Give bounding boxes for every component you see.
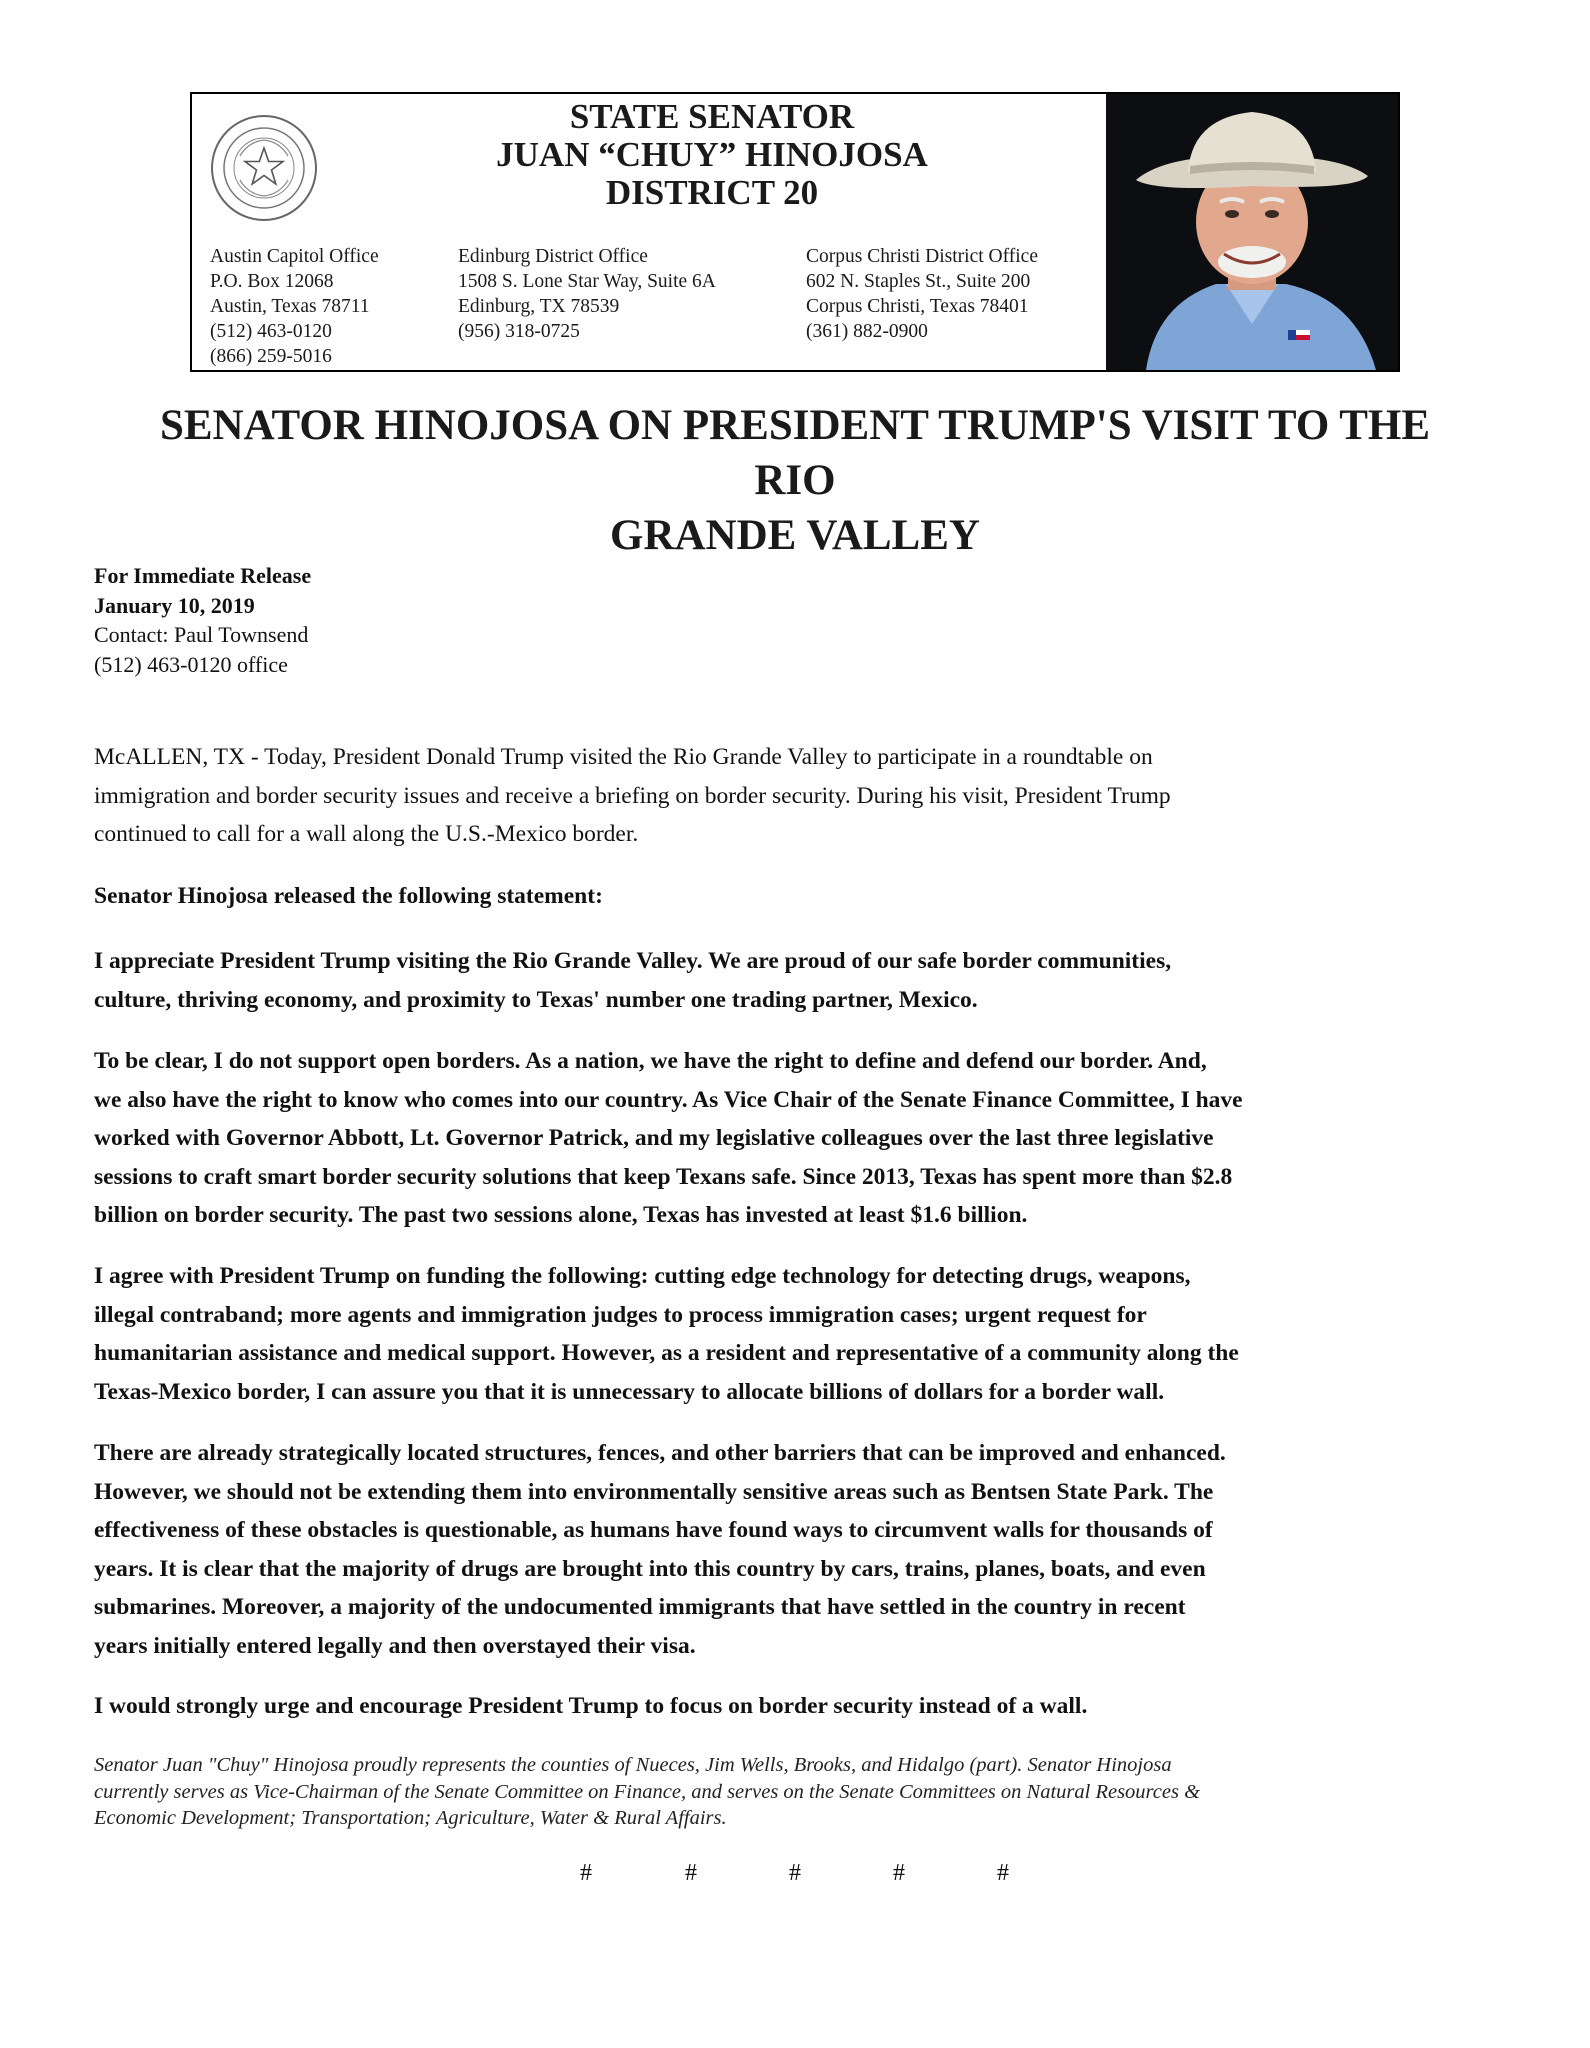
headline-line2: GRANDE VALLEY (610, 512, 980, 559)
paragraph-line: humanitarian assistance and medical support. However, as a resident and representative of a community along the (94, 1340, 1239, 1366)
office-phone: (512) 463-0120 (210, 321, 332, 342)
paragraph-line: I would strongly urge and encourage President Trump to focus on border security instead of a wall. (94, 1693, 1088, 1719)
paragraph-line: I appreciate President Trump visiting the Rio Grande Valley. We are proud of our safe border communities, (94, 948, 1172, 974)
body-paragraph-statement-intro (94, 877, 1514, 916)
office-city: Edinburg, TX 78539 (458, 296, 620, 317)
paragraph-line: To be clear, I do not support open borders. As a nation, we have the right to define and defend our border. And, (94, 1048, 1207, 1074)
paragraph-line: I agree with President Trump on funding the following: cutting edge technology for detecting drugs, weapons, (94, 1263, 1191, 1289)
paragraph-line: culture, thriving economy, and proximity to Texas' number one trading partner, Mexico. (94, 986, 978, 1013)
release-phone: (512) 463-0120 office (94, 651, 288, 677)
headline-line1: SENATOR HINOJOSA ON PRESIDENT TRUMP'S VISIT TO THE RIO (159, 402, 1431, 504)
body-paragraph-conclusion (94, 1687, 1514, 1726)
paragraph-line: worked with Governor Abbott, Lt. Governor Patrick, and my legislative colleagues over the last three legislative (94, 1125, 1214, 1151)
end-mark: # (789, 1860, 801, 1886)
paragraph-line: billion on border security. The past two sessions alone, Texas has invested at least $1.6 billion. (94, 1202, 1028, 1228)
letterhead-title (412, 98, 1012, 212)
end-mark: # (580, 1860, 592, 1886)
body-paragraph-intro (94, 738, 1514, 854)
office-name: Edinburg District Office (458, 246, 648, 267)
paragraph-line: There are already strategically located structures, fences, and other barriers that can be improved and enhanced. (94, 1440, 1226, 1466)
letterhead-title-line1: STATE SENATOR (569, 97, 855, 136)
bio-line: Economic Development; Transportation; Agriculture, Water & Rural Affairs. (94, 1807, 727, 1829)
office-city: Austin, Texas 78711 (210, 296, 370, 317)
paragraph-line: years. It is clear that the majority of drugs are brought into this country by cars, trains, planes, boats, and even (94, 1555, 1206, 1582)
paragraph-line: immigration and border security issues and receive a briefing on border security. During his visit, President Trump (94, 782, 1171, 809)
paragraph-line: years initially entered legally and then overstayed their visa. (94, 1632, 696, 1659)
paragraph-line: we also have the right to know who comes into our country. As Vice Chair of the Senate Finance Committee, I have (94, 1086, 1243, 1113)
release-info (94, 561, 311, 679)
letterhead (190, 92, 1400, 372)
office-phone: (956) 318-0725 (458, 321, 580, 342)
paragraph-line: Texas-Mexico border, I can assure you that it is unnecessary to allocate billions of dollars for a border wall. (94, 1378, 1165, 1405)
office-name: Corpus Christi District Office (806, 246, 1038, 267)
office-address: 1508 S. Lone Star Way, Suite 6A (458, 271, 716, 292)
office-city: Corpus Christi, Texas 78401 (806, 296, 1029, 317)
paragraph-line: McALLEN, TX - Today, President Donald Trump visited the Rio Grande Valley to participate in a roundtable on (94, 744, 1153, 770)
paragraph-line: continued to call for a wall along the U.S.-Mexico border. (94, 821, 639, 847)
release-date: January 10, 2019 (94, 592, 255, 618)
office-address: 602 N. Staples St., Suite 200 (806, 271, 1031, 292)
paragraph-line: effectiveness of these obstacles is questionable, as humans have found ways to circumvent walls for thousands of (94, 1517, 1213, 1543)
letterhead-title-line3: DISTRICT 20 (605, 173, 819, 212)
bio-line: currently serves as Vice-Chairman of the Senate Committee on Finance, and serves on the Senate Committees on Natural Resources & (94, 1780, 1201, 1803)
office-corpus-christi (806, 244, 1038, 344)
body-paragraph-funding (94, 1257, 1514, 1411)
body-paragraph-appreciation (94, 942, 1514, 1019)
office-edinburg (458, 244, 716, 344)
paragraph-line: Senator Hinojosa released the following statement: (94, 883, 603, 909)
paragraph-line: illegal contraband; more agents and immigration judges to process immigration cases; urgent request for (94, 1301, 1147, 1328)
release-label: For Immediate Release (94, 563, 312, 588)
body-paragraph-barriers (94, 1434, 1514, 1665)
paragraph-line: However, we should not be extending them into environmentally sensitive areas such as Bentsen State Park. The (94, 1478, 1214, 1505)
paragraph-line: sessions to craft smart border security solutions that keep Texans safe. Since 2013, Texas has spent more than $2.8 (94, 1163, 1233, 1190)
senator-bio-note (94, 1752, 1514, 1832)
senate-seal-icon (210, 114, 318, 222)
office-name: Austin Capitol Office (210, 246, 379, 267)
release-contact: Contact: Paul Townsend (94, 622, 309, 647)
office-phone: (361) 882-0900 (806, 321, 928, 342)
office-phone-tollfree: (866) 259-5016 (210, 346, 332, 367)
end-mark: # (685, 1860, 697, 1886)
bio-line: Senator Juan "Chuy" Hinojosa proudly represents the counties of Nueces, Jim Wells, Brooks, and Hidalgo (part). Senator Hinojosa (94, 1754, 1172, 1776)
press-release-headline (120, 398, 1470, 563)
paragraph-line: submarines. Moreover, a majority of the undocumented immigrants that have settled in the country in recent (94, 1594, 1186, 1620)
office-austin (210, 244, 379, 369)
end-mark: # (893, 1860, 905, 1886)
body-paragraph-border-security (94, 1042, 1514, 1235)
letterhead-title-line2: JUAN “CHUY” HINOJOSA (496, 135, 928, 174)
office-address: P.O. Box 12068 (210, 271, 334, 292)
end-mark: # (997, 1860, 1009, 1886)
senator-portrait-photo (1106, 94, 1398, 370)
